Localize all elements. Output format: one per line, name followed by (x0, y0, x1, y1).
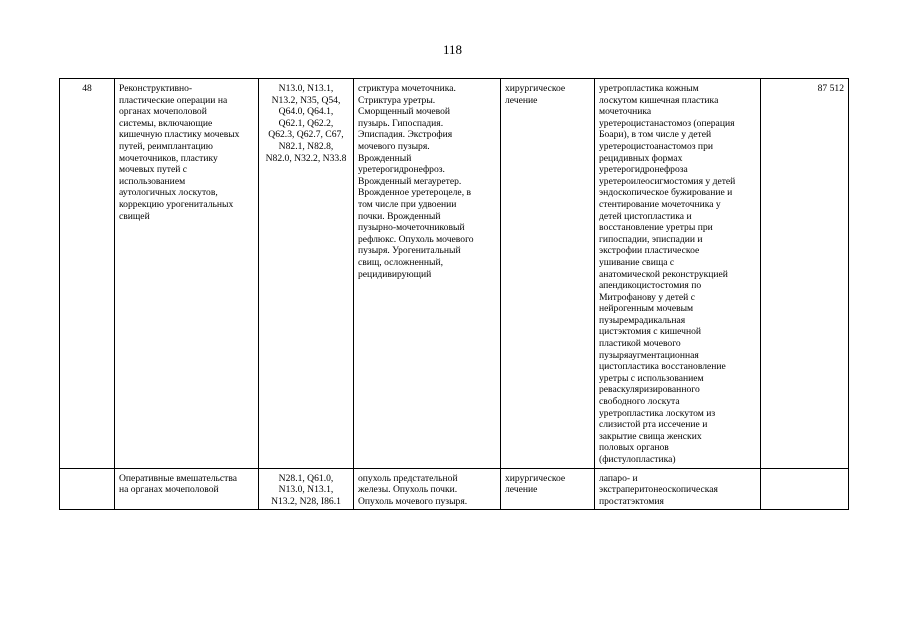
cell-line: системы, включающие (119, 117, 213, 129)
cell-line: лапаро- и (599, 472, 638, 484)
cell-line: N13.2, N35, Q54, (271, 94, 341, 106)
icd-codes-cell (259, 468, 354, 510)
cell-line: том числе при удвоении (358, 198, 457, 210)
cell-line: экстрофии пластическое (599, 245, 700, 257)
cell-line: цистопластика восстановление (599, 361, 726, 373)
cell-line: мочевого пузыря. (358, 140, 430, 152)
cell-line: восстановление уретры при (599, 222, 713, 234)
cell-line: свищ, осложненный, (358, 256, 444, 268)
cell-line: цистэктомия с кишечной (599, 326, 702, 338)
cell-line: экстраперитонеоскопическая (599, 484, 718, 496)
cell-line: уретропластика кожным (599, 83, 699, 94)
cell-line: пузыряаугментационная (599, 349, 699, 361)
cell-line: хирургическое (505, 83, 566, 94)
cell-line: уретероилеосигмостомия у детей (599, 175, 736, 187)
diagnosis-cell (354, 79, 501, 469)
cell-line: мочеточников, пластику (119, 152, 218, 164)
cell-line: уретерогидронефроза (599, 164, 688, 176)
cell-line: пузырь. Гипоспадия. (358, 117, 444, 129)
cell-line: N13.2, N28, I86.1 (271, 495, 341, 507)
cell-line: рецидивирующий (358, 268, 432, 280)
cell-line: свищей (119, 210, 150, 222)
cell-line: аутологичных лоскутов, (119, 187, 218, 199)
cell-line: уретры с использованием (599, 372, 704, 384)
cell-line: рефлюкс. Опухоль мочевого (358, 233, 474, 245)
cell-line: слизистой рта иссечение и (599, 419, 708, 431)
cell-line: Митрофанову у детей с (599, 291, 695, 303)
cost-cell: 87 512 (761, 79, 849, 469)
cell-line: стриктура мочеточника. (358, 83, 456, 94)
cell-line: N82.1, N82.8, (278, 140, 334, 152)
cell-line: мочевых путей с (119, 164, 188, 176)
cell-line: Реконструктивно- (119, 83, 193, 94)
cell-line: Опухоль мочевого пузыря. (358, 495, 468, 507)
row-number-cell: 48 (60, 79, 115, 469)
cell-line: простатэктомия (599, 495, 664, 507)
table-row (60, 79, 849, 469)
cell-line: пузыремрадикальная (599, 314, 686, 326)
cell-line: кишечную пластику мочевых (119, 129, 240, 141)
cell-line: свободного лоскута (599, 396, 680, 408)
cell-line: Оперативные вмешательства (119, 472, 238, 484)
cell-line: уретероцистанастомоз (операция (599, 117, 735, 129)
cell-line: уретропластика лоскутом из (599, 407, 716, 419)
cell-line: закрытие свища женских (599, 430, 702, 442)
treatment-method-cell (595, 79, 761, 469)
cell-line: на органах мочеполовой (119, 484, 219, 496)
cell-line: N28.1, Q61.0, (278, 472, 334, 484)
cell-line: путей, реимплантацию (119, 140, 213, 152)
cell-line: пузырно-мочеточниковый (358, 222, 465, 234)
cell-line: реваскуляризированного (599, 384, 700, 396)
cell-line: использованием (119, 175, 186, 187)
cell-line: N82.0, N32.2, N33.8 (265, 152, 347, 164)
cell-line: анатомической реконструкцией (599, 268, 728, 280)
cost-cell (761, 468, 849, 510)
cell-line: Эписпадия. Экстрофия (358, 129, 453, 141)
treatment-type-cell (501, 79, 595, 469)
cell-line: N13.0, N13.1, (278, 83, 334, 94)
treatment-method-cell (595, 468, 761, 510)
cell-line: апендикоцистостомия по (599, 280, 702, 292)
cell-line: гипоспадии, эписпадии и (599, 233, 703, 245)
cell-line: детей цистопластика и (599, 210, 692, 222)
cell-line: лоскутом кишечная пластика (599, 94, 719, 106)
cell-line: лечение (505, 484, 538, 496)
cell-line: уретерогидронефроз. (358, 164, 445, 176)
procedure-name-cell (115, 468, 259, 510)
cell-line: коррекцию урогенитальных (119, 198, 234, 210)
cell-line: железы. Опухоль почки. (358, 484, 458, 496)
cell-line: Врожденное уретероцеле, в (358, 187, 472, 199)
icd-codes-cell (259, 79, 354, 469)
cell-line: стентирование мочеточника у (599, 198, 721, 210)
cell-line: ушивание свища с (599, 256, 675, 268)
cell-line: пластические операции на (119, 94, 228, 106)
cell-line: (фистулопластика) (599, 454, 676, 465)
cell-line: Боари), в том числе у детей (599, 129, 712, 141)
page-number: 118 (442, 42, 463, 57)
services-table (59, 78, 849, 510)
cell-line: эндоскопическое бужирование и (599, 187, 733, 199)
cell-line: Q62.3, Q62.7, C67, (268, 129, 344, 141)
cell-line: Стриктура уретры. (358, 94, 436, 106)
cell-line: почки. Врожденный (358, 210, 441, 222)
cell-line: пластикой мочевого (599, 338, 681, 350)
cell-line: пузыря. Урогенитальный (358, 245, 461, 257)
cell-line: лечение (505, 94, 538, 106)
cell-line: Врожденный (358, 152, 412, 164)
table-row (60, 468, 849, 510)
treatment-type-cell (501, 468, 595, 510)
cell-line: мочеточника (599, 106, 652, 118)
row-number-cell (60, 468, 115, 510)
cell-line: хирургическое (505, 472, 566, 484)
procedure-name-cell (115, 79, 259, 469)
cell-line: уретероцистоанастомоз при (599, 140, 713, 152)
cell-line: N13.0, N13.1, (278, 484, 334, 496)
cell-line: половых органов (599, 442, 669, 454)
cell-line: органах мочеполовой (119, 106, 207, 118)
cell-line: рецидивных формах (599, 152, 683, 164)
diagnosis-cell (354, 468, 501, 510)
cell-line: нейрогенным мочевым (599, 303, 694, 315)
cell-line: Q64.0, Q64.1, (278, 106, 334, 118)
cell-line: Q62.1, Q62.2, (278, 117, 334, 129)
cell-line: Сморщенный мочевой (358, 106, 451, 118)
table-body (60, 79, 849, 510)
cell-line: Врожденный мегауретер. (358, 175, 462, 187)
cell-line: опухоль предстательной (358, 472, 458, 484)
